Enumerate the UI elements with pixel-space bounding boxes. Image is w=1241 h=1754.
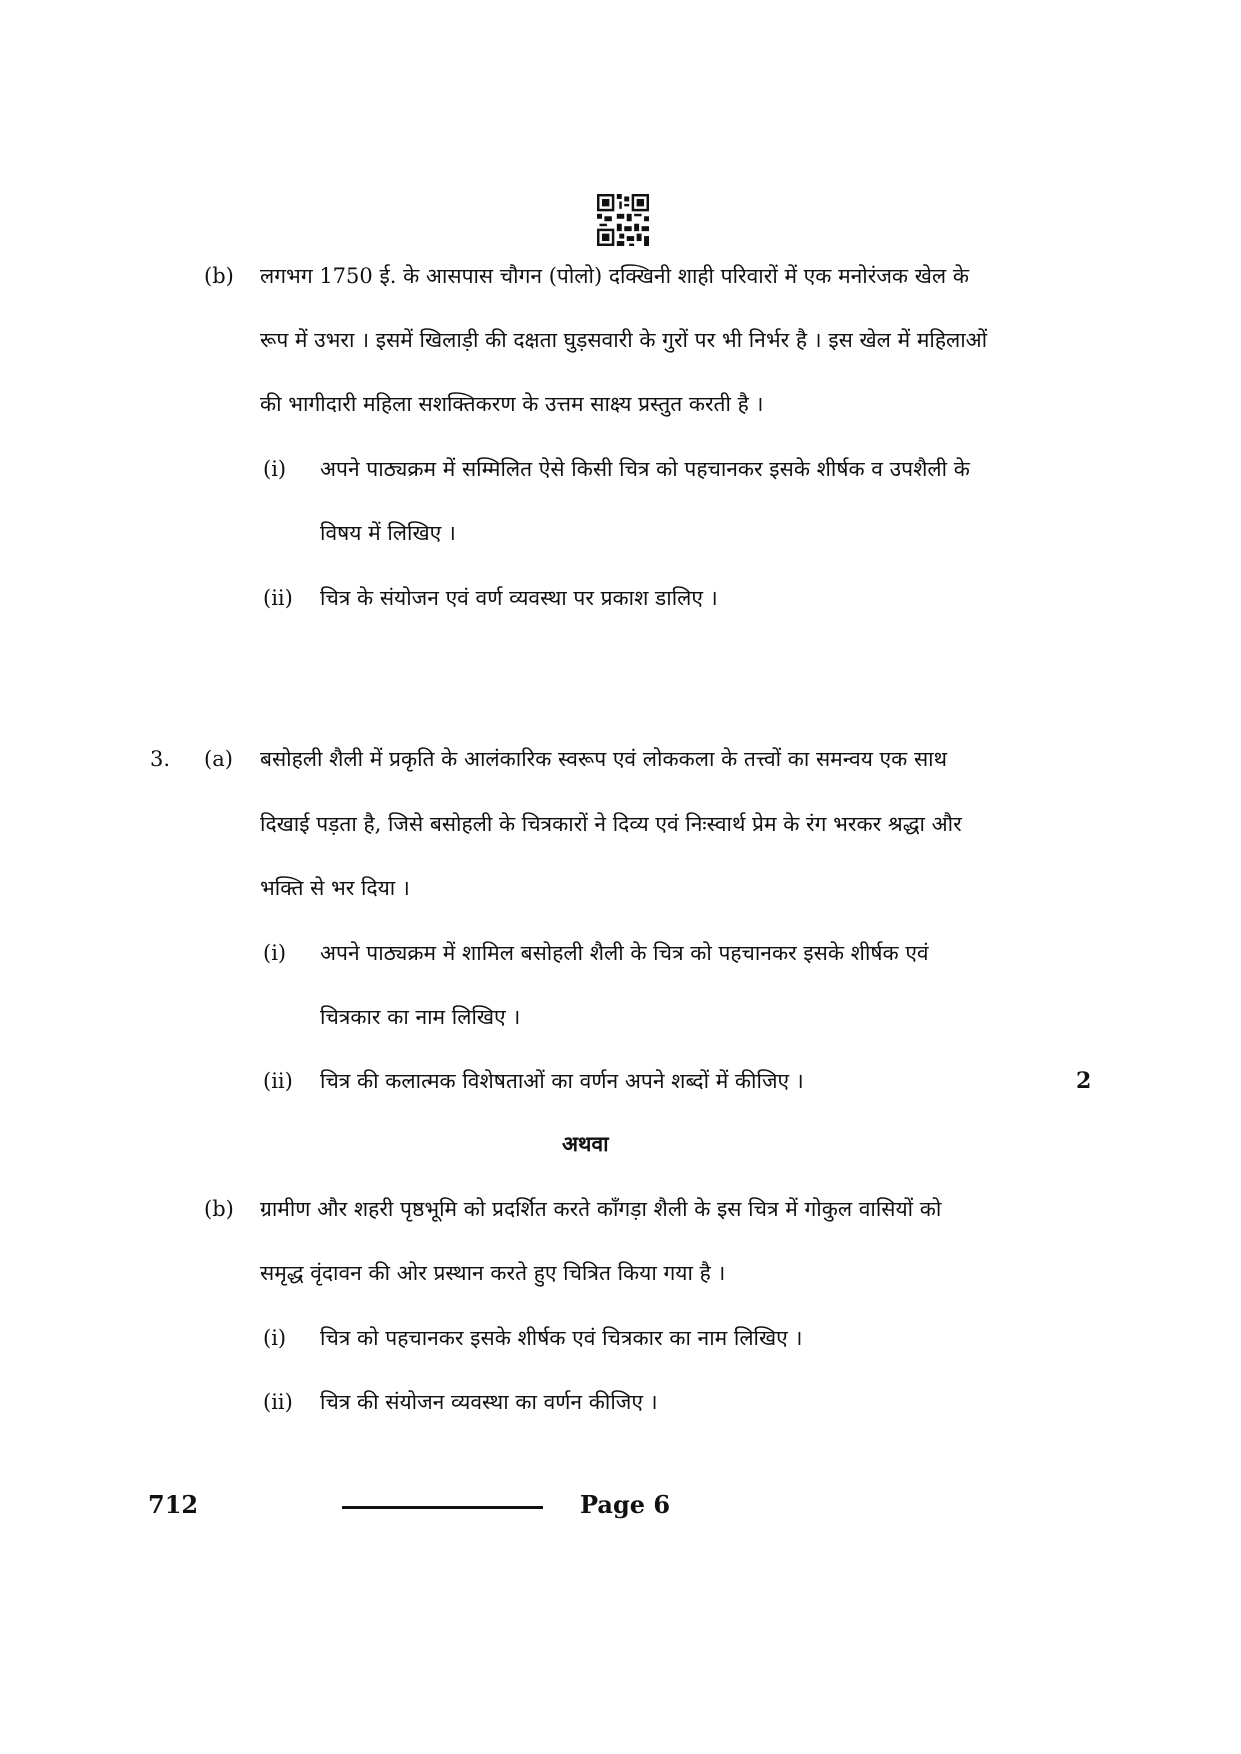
marks-value: 2 bbox=[1076, 1068, 1092, 1094]
paragraph-line: बसोहली शैली में प्रकृति के आलंकारिक स्वरूप एवं लोककला के तत्त्वों का समन्वय एक साथ bbox=[260, 747, 948, 771]
paragraph-line: दिखाई पड़ता है, जिसे बसोहली के चित्रकारों ने दिव्य एवं निःस्वार्थ प्रेम के रंग भरकर श्रद्धा और bbox=[260, 812, 962, 836]
paper-code: 712 bbox=[148, 1490, 199, 1519]
sub-question-text: चित्र को पहचानकर इसके शीर्षक एवं चित्रकार का नाम लिखिए । bbox=[320, 1326, 803, 1350]
sub-question-label: (ii) bbox=[263, 1069, 293, 1093]
sub-question-text: चित्र की कलात्मक विशेषताओं का वर्णन अपने शब्दों में कीजिए । bbox=[320, 1069, 804, 1093]
question-number: 3. bbox=[150, 747, 171, 771]
paragraph-line: रूप में उभरा । इसमें खिलाड़ी की दक्षता घुड़सवारी के गुरों पर भी निर्भर है । इस खेल में महिलाओं bbox=[260, 328, 988, 352]
or-separator: अथवा bbox=[562, 1131, 609, 1156]
qr-code-icon bbox=[597, 194, 649, 246]
paragraph-line: भक्ति से भर दिया । bbox=[260, 876, 410, 900]
part-a-label: (a) bbox=[204, 747, 233, 771]
part-b-label: (b) bbox=[204, 264, 234, 288]
sub-question-text: चित्र की संयोजन व्यवस्था का वर्णन कीजिए । bbox=[320, 1390, 658, 1414]
sub-question-text: विषय में लिखिए । bbox=[320, 521, 456, 545]
paragraph-line: लगभग 1750 ई. के आसपास चौगन (पोलो) दक्खिनी शाही परिवारों में एक मनोरंजक खेल के bbox=[260, 264, 969, 288]
sub-question-text: अपने पाठ्यक्रम में सम्मिलित ऐसे किसी चित्र को पहचानकर इसके शीर्षक व उपशैली के bbox=[320, 457, 970, 481]
sub-question-label: (i) bbox=[263, 1326, 287, 1350]
sub-question-text: चित्रकार का नाम लिखिए । bbox=[320, 1005, 521, 1029]
paragraph-line: समृद्ध वृंदावन की ओर प्रस्थान करते हुए चित्रित किया गया है । bbox=[260, 1261, 726, 1285]
part-b-label: (b) bbox=[204, 1197, 234, 1221]
paragraph-line: ग्रामीण और शहरी पृष्ठभूमि को प्रदर्शित करते काँगड़ा शैली के इस चित्र में गोकुल वासियों को bbox=[260, 1197, 942, 1221]
page-number: Page 6 bbox=[580, 1490, 671, 1519]
footer-divider bbox=[342, 1506, 543, 1509]
sub-question-text: चित्र के संयोजन एवं वर्ण व्यवस्था पर प्रकाश डालिए । bbox=[320, 586, 718, 610]
paragraph-line: की भागीदारी महिला सशक्तिकरण के उत्तम साक्ष्य प्रस्तुत करती है । bbox=[260, 392, 764, 416]
sub-question-text: अपने पाठ्यक्रम में शामिल बसोहली शैली के चित्र को पहचानकर इसके शीर्षक एवं bbox=[320, 941, 929, 965]
sub-question-label: (ii) bbox=[263, 1390, 293, 1414]
sub-question-label: (i) bbox=[263, 941, 287, 965]
sub-question-label: (i) bbox=[263, 457, 287, 481]
sub-question-label: (ii) bbox=[263, 586, 293, 610]
